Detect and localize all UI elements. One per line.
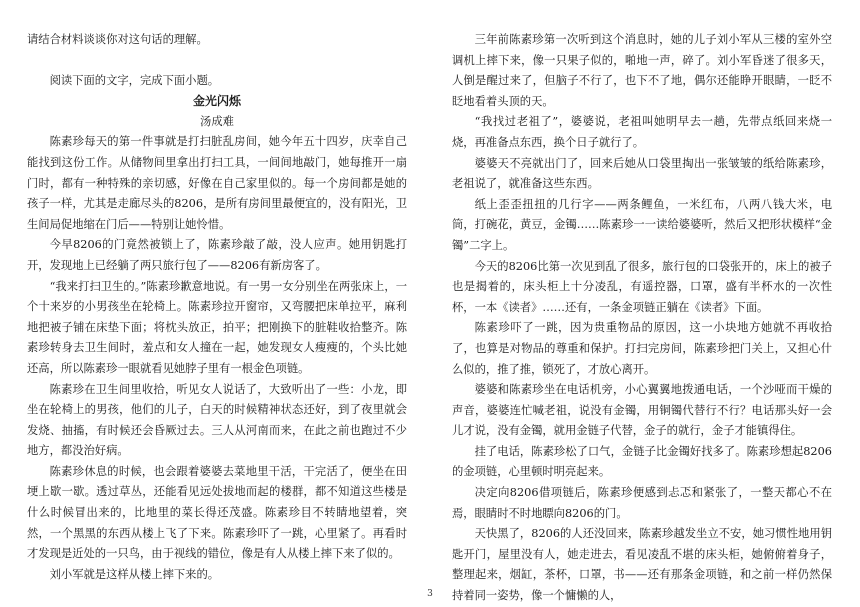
paragraph: 刘小军就是这样从楼上摔下来的。 bbox=[49, 567, 220, 581]
paragraph: 婆婆和陈素珍坐在电话机旁，小心翼翼地拨通电话，一个沙哑而干燥的声音，婆婆连忙喊老祖，说没有金镯，用铜镯代替行不行？电话那头好一会儿才说，没有金镯，就用金链子代替，金子的就行，金子才能镇得住。 bbox=[452, 383, 832, 438]
paragraph: 今天的8206比第一次见到乱了很多，旅行包的口袋张开的，床上的被子也是揭着的，床头柜上十分凌乱，有遥控器，口罩，盛有半杯水的一次性杯，一本《读者》……还有，一条金项链正躺在《读者》下面。 bbox=[452, 259, 832, 314]
paragraph: 决定向8206借项链后，陈素珍便感到忐忑和紧张了，一整天都心不在焉，眼睛时不时地瞟向8206的门。 bbox=[452, 486, 832, 520]
paragraph: 今早8206的门竟然被锁上了，陈素珍敲了敲，没人应声。她用钥匙打开，发现地上已经躺了两只旅行包了——8206有新房客了。 bbox=[27, 238, 407, 272]
paragraph: 陈素珍吓了一跳，因为贵重物品的原因，这一小块地方她就不再收拾了，也算是对物品的尊重和保护。打扫完房间，陈素珍把门关上，又担心什么似的，推了推，锁死了，才放心离开。 bbox=[452, 321, 832, 376]
paragraph: 纸上歪歪扭扭的几行字——两条鲤鱼，一米红布，八两八钱大米，电筒，打碗花，黄豆，金镯……陈素珍一一读给婆婆听，然后又把形状模样“金镯”二字上。 bbox=[452, 197, 832, 252]
paragraph: “我来打扫卫生的。”陈素珍歉意地说。有一男一女分别坐在两张床上，一个十来岁的小男孩坐在轮椅上。陈素珍拉开窗帘，又弯腰把床单拉平，麻利地把被子铺在床垫下面；将枕头放正，拍平；把刚换下的脏鞋收拾整齐。陈素珍转身去卫生间时，羞点和女人撞在一起，她发现女人瘦瘦的，个头比她还高，所以陈素珍一眼就看见她脖子里有一根金色项链。 bbox=[27, 279, 407, 375]
article-author: 汤成难 bbox=[200, 114, 234, 128]
left-column bbox=[27, 30, 407, 585]
paragraph: 陈素珍休息的时候，也会跟着婆婆去菜地里干活，干完活了，便坐在田埂上歇一歇。透过草丛，还能看见远处拔地而起的楼群，都不知道这些楼是什么时候冒出来的，比地里的菜长得还茂盛。陈素珍目不转睛地望着，突然，一个黑黑的东西从楼上飞了下来。陈素珍吓了一跳，心里紧了。再看时才发现是近处的一只鸟，由于视线的错位，像是有人从楼上摔下来了似的。 bbox=[27, 464, 407, 561]
page-number: 3 bbox=[427, 589, 433, 599]
reading-instruction: 阅读下面的文字，完成下面小题。 bbox=[49, 73, 220, 87]
question-line: 请结合材料谈谈你对这句话的理解。 bbox=[27, 33, 208, 46]
article-title: 金光闪烁 bbox=[192, 94, 241, 109]
paragraph: 婆婆天不亮就出门了，回来后她从口袋里掏出一张皱皱的纸给陈素珍，老祖说了，就准备这些东西。 bbox=[452, 156, 832, 191]
paragraph: “我找过老祖了”，婆婆说，老祖叫她明早去一趟，先带点纸回来烧一烧，再准备点东西，换个日子就行了。 bbox=[452, 115, 832, 149]
paragraph: 陈素珍每天的第一件事就是打扫脏乱房间，她今年五十四岁，庆幸自己能找到这份工作。从储物间里拿出打扫工具，一间间地敲门，她每推开一扇门时，都有一种特殊的亲切感，好像在自己家里似的。每一个房间都是她的孩子一样，尤其是走廊尽头的8206，是所有房间里最便宜的，没有阳光，卫生间局促地缩在门后——特别让她怜惜。 bbox=[27, 135, 407, 231]
paragraph: 三年前陈素珍第一次听到这个消息时，她的儿子刘小军从三楼的室外空调机上摔下来，像一只果子似的，啪地一声，碎了。刘小军昏迷了很多天，人倒是醒过来了，但脑子不行了，也下不了地，偶尔还能睁开眼睛，一眨不眨地看着头顶的天。 bbox=[452, 33, 832, 108]
paragraph: 陈素珍在卫生间里收拾，听见女人说话了，大致听出了一些：小龙，即坐在轮椅上的男孩，他们的儿子，白天的时候精神状态还好，到了夜里就会发烧、抽搐，有时候还会昏厥过去。三人从河南而来，在此之前也跑过不少地方，都没治好病。 bbox=[27, 382, 407, 458]
paragraph: 天快黑了，8206的人还没回来，陈素珍越发坐立不安，她习惯性地用钥匙开门，屋里没有人，她走进去，看见凌乱不堪的床头柜，她俯俯着身子，整理起来，烟缸，茶杯，口罩，书——还有那条金项链，和之前一样仍然保持着同一姿势，像一个慵懒的人， bbox=[452, 527, 832, 603]
right-column bbox=[452, 30, 832, 607]
paragraph: 挂了电话，陈素珍松了口气，金链子比金镯好找多了。陈素珍想起8206的金项链，心里顿时明亮起来。 bbox=[452, 444, 832, 479]
